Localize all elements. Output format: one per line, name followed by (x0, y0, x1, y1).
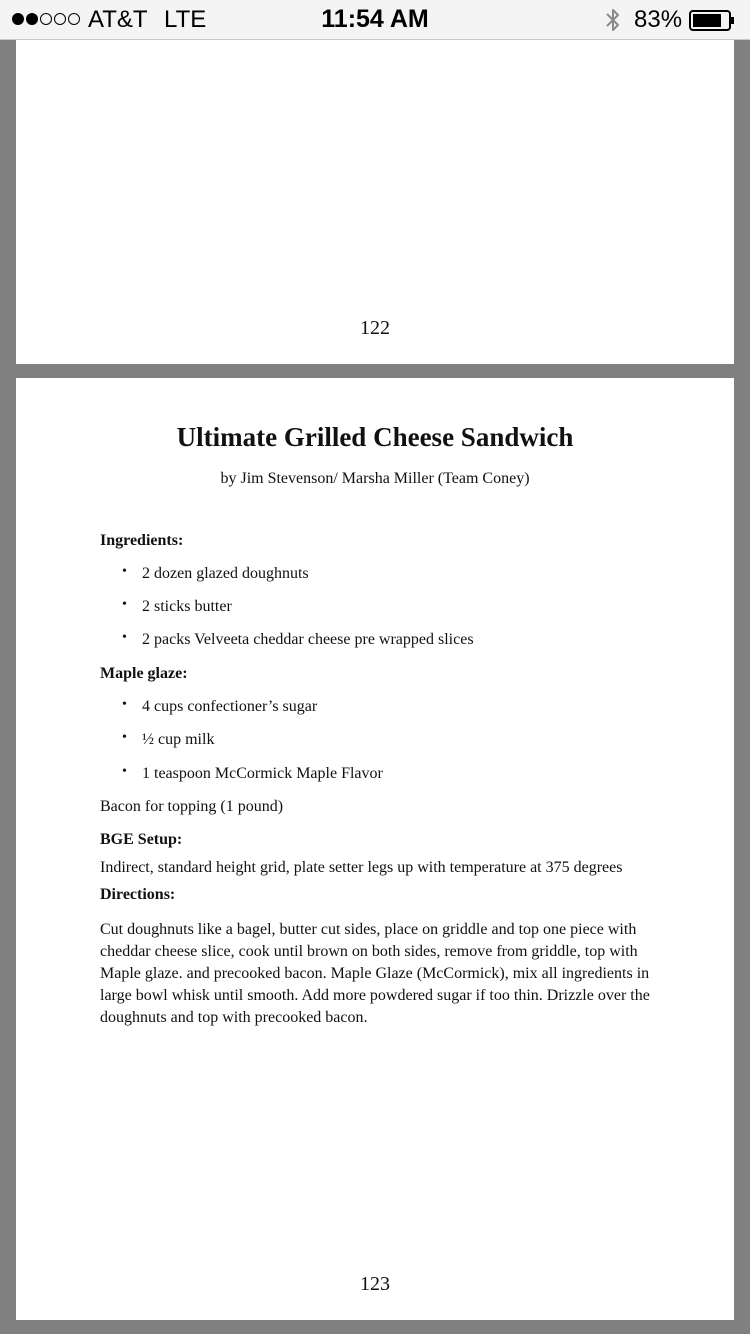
carrier-name: AT&T (88, 6, 148, 33)
glaze-item: 1 teaspoon McCormick Maple Flavor (142, 765, 383, 782)
glaze-heading: Maple glaze: (100, 665, 188, 682)
bacon-line: Bacon for topping (1 pound) (100, 798, 284, 815)
recipe-byline: by Jim Stevenson/ Marsha Miller (Team Coney) (220, 470, 530, 487)
directions-heading: Directions: (100, 886, 176, 903)
bluetooth-icon (602, 7, 624, 33)
battery-icon (689, 10, 735, 31)
ingredient-item: 2 packs Velveeta cheddar cheese pre wrapped slices (142, 631, 474, 648)
setup-heading: BGE Setup: (100, 831, 183, 848)
ingredient-item: 2 sticks butter (142, 598, 232, 615)
ingredient-item: 2 dozen glazed doughnuts (142, 565, 309, 582)
page-number: 123 (360, 1273, 390, 1295)
pdf-page-123[interactable] (16, 378, 734, 1320)
bullet-icon: • (122, 730, 127, 745)
ingredients-heading: Ingredients: (100, 532, 184, 549)
bullet-icon: • (122, 630, 127, 645)
bullet-icon: • (122, 697, 127, 712)
setup-text: Indirect, standard height grid, plate setter legs up with temperature at 375 degrees (100, 859, 623, 876)
status-bar (0, 0, 750, 40)
glaze-item: 4 cups confectioner’s sugar (142, 698, 318, 715)
network-type: LTE (164, 6, 207, 33)
directions-text: Cut doughnuts like a bagel, butter cut sides, place on griddle and top one piece with cheddar cheese slice, cook until brown on both sides, remove from griddle, top with Maple glaze. and precooked bacon. Maple Glaze (McCormick), mix all ingredients in large bowl whisk until smooth. Add more powdered sugar if too thin. Drizzle over the doughnuts and top with precooked bacon. (100, 921, 650, 1026)
battery-percent: 83% (634, 6, 683, 33)
recipe-title: Ultimate Grilled Cheese Sandwich (176, 422, 574, 452)
glaze-item: ½ cup milk (142, 731, 215, 748)
bullet-icon: • (122, 564, 127, 579)
bullet-icon: • (122, 764, 127, 779)
pdf-page-122[interactable] (16, 40, 734, 364)
status-time: 11:54 AM (321, 5, 429, 33)
page-number: 122 (360, 317, 390, 339)
bullet-icon: • (122, 597, 127, 612)
